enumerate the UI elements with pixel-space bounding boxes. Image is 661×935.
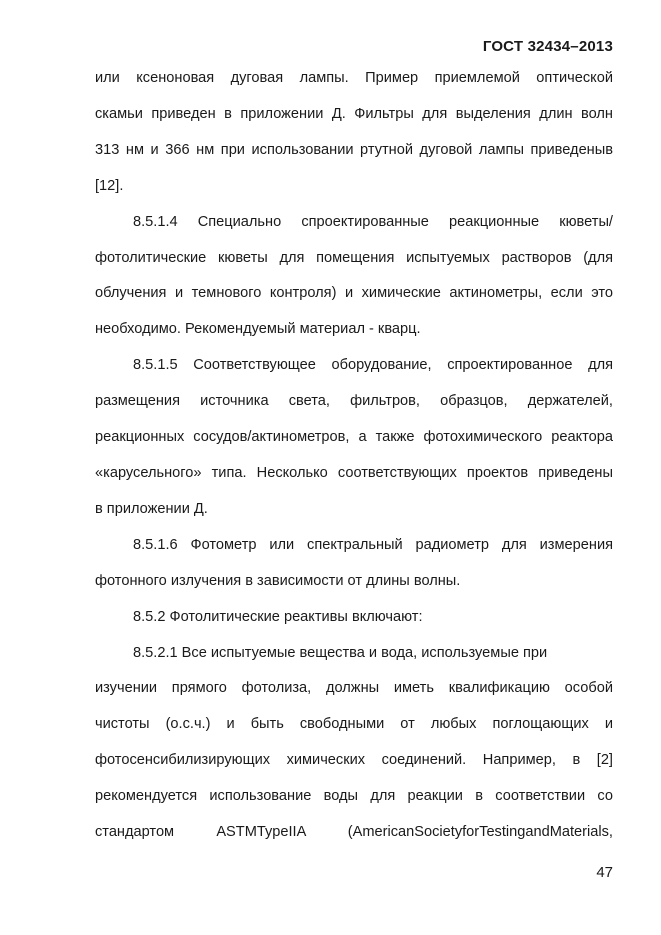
- paragraph-line: рекомендуется использование воды для реакции в соответствии со: [95, 788, 613, 805]
- paragraph-line: 8.5.1.4 Специально спроектированные реакционные кюветы/: [133, 213, 613, 230]
- paragraph-line: 8.5.2 Фотолитические реактивы включают:: [133, 608, 423, 625]
- paragraph-line: 8.5.1.5 Соответствующее оборудование, спроектированное для: [133, 357, 613, 374]
- standard-code-header: ГОСТ 32434–2013: [482, 38, 613, 55]
- paragraph-line: фотонного излучения в зависимости от длины волны.: [95, 572, 461, 589]
- paragraph-line: или ксеноновая дуговая лампы. Пример приемлемой оптической: [95, 70, 613, 86]
- paragraph-line: 313 нм и 366 нм при использовании ртутной дуговой лампы приведеныв: [95, 141, 613, 158]
- page-number: 47: [596, 864, 613, 881]
- paragraph-line: в приложении Д.: [95, 500, 208, 517]
- body-text: [95, 61, 613, 851]
- paragraph-line: 8.5.1.6 Фотометр или спектральный радиометр для измерения: [133, 536, 613, 553]
- paragraph-line: облучения и темнового контроля) и химические актинометры, если это: [95, 285, 613, 302]
- paragraph-line: размещения источника света, фильтров, образцов, держателей,: [95, 393, 613, 410]
- paragraph-line: реакционных сосудов/актинометров, а также фотохимического реактора: [95, 429, 613, 446]
- paragraph-line: «карусельного» типа. Несколько соответствующих проектов приведены: [95, 464, 613, 481]
- paragraph-line: 8.5.2.1 Все испытуемые вещества и вода, используемые при: [133, 644, 548, 661]
- paragraph-line: скамьи приведен в приложении Д. Фильтры для выделения длин волн: [95, 105, 613, 122]
- paragraph-line: стандартом ASTMTypeIIA (AmericanSocietyforTestingandMaterials,: [95, 824, 613, 841]
- paragraph-line: необходимо. Рекомендуемый материал - кварц.: [95, 321, 421, 338]
- paragraph-line: [12].: [95, 177, 124, 194]
- paragraph-line: чистоты (о.с.ч.) и быть свободными от любых поглощающих и: [95, 716, 613, 733]
- paragraph-line: фотолитические кюветы для помещения испытуемых растворов (для: [95, 249, 613, 266]
- paragraph-line: фотосенсибилизирующих химических соединений. Например, в [2]: [95, 752, 613, 769]
- paragraph-line: изучении прямого фотолиза, должны иметь квалификацию особой: [95, 680, 613, 697]
